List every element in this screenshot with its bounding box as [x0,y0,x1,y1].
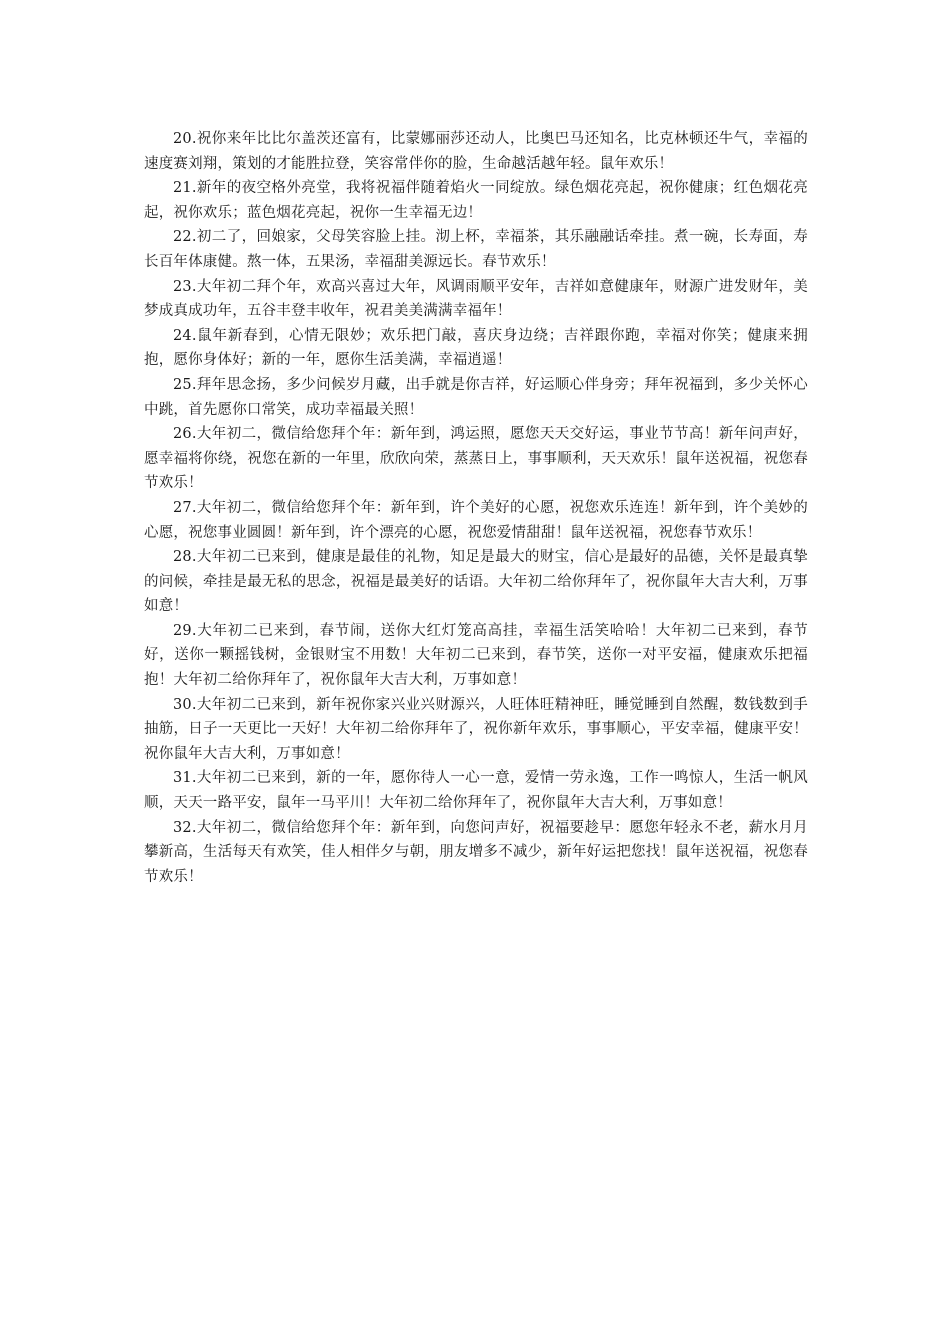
paragraph-27: 27.大年初二，微信给您拜个年：新年到，许个美好的心愿，祝您欢乐连连！新年到，许个美妙的心愿，祝您事业圆圆！新年到，许个漂亮的心愿，祝您爱情甜甜！鼠年送祝福，祝您春节欢乐！ [144,499,808,541]
paragraph-25: 25.拜年思念扬，多少问候岁月藏，出手就是你吉祥，好运顺心伴身旁；拜年祝福到，多少关怀心中跳，首先愿你口常笑，成功幸福最关照！ [144,376,808,418]
paragraph-22: 22.初二了，回娘家，父母笑容脸上挂。沏上杯，幸福茶，其乐融融话牵挂。煮一碗，长寿面，寿长百年体康健。熬一体，五果汤，幸福甜美源远长。春节欢乐！ [144,229,808,270]
paragraph-26: 26.大年初二，微信给您拜个年：新年到，鸿运照，愿您天天交好运，事业节节高！新年问声好，愿幸福将你绕，祝您在新的一年里，欣欣向荣，蒸蒸日上，事事顺利，天天欢乐！鼠年送祝福，祝您春节欢乐！ [144,426,808,492]
paragraph-28: 28.大年初二已来到，健康是最佳的礼物，知足是最大的财宝，信心是最好的品德，关怀是最真挚的问候，牵挂是最无私的思念，祝福是最美好的话语。大年初二给你拜年了，祝你鼠年大吉大利，万事如意！ [144,549,808,615]
paragraph-31: 31.大年初二已来到，新的一年，愿你待人一心一意，爱情一劳永逸，工作一鸣惊人，生活一帆风顺，天天一路平安，鼠年一马平川！大年初二给你拜年了，祝你鼠年大吉大利，万事如意！ [144,770,808,812]
document-body [144,127,808,889]
paragraph-32: 32.大年初二，微信给您拜个年：新年到，向您问声好，祝福要趁早：愿您年轻永不老，薪水月月攀新高，生活每天有欢笑，佳人相伴夕与朝，朋友增多不减少，新年好运把您找！鼠年送祝福，祝您春节欢乐！ [144,819,808,885]
paragraph-24: 24.鼠年新春到，心情无限妙；欢乐把门敲，喜庆身边绕；吉祥跟你跑，幸福对你笑；健康来拥抱，愿你身体好；新的一年，愿你生活美满，幸福逍遥！ [144,327,808,369]
paragraph-30: 30.大年初二已来到，新年祝你家兴业兴财源兴，人旺体旺精神旺，睡觉睡到自然醒，数钱数到手抽筋，日子一天更比一天好！大年初二给你拜年了，祝你新年欢乐，事事顺心，平安幸福，健康平安！祝你鼠年大吉大利，万事如意！ [144,696,808,762]
paragraph-23: 23.大年初二拜个年，欢高兴喜过大年，风调雨顺平安年，吉祥如意健康年，财源广进发财年，美梦成真成功年，五谷丰登丰收年，祝君美美满满幸福年！ [144,278,808,320]
paragraph-20: 20.祝你来年比比尔盖茨还富有，比蒙娜丽莎还动人，比奥巴马还知名，比克林顿还牛气，幸福的速度赛刘翔，策划的才能胜拉登，笑容常伴你的脸，生命越活越年轻。鼠年欢乐！ [144,131,808,172]
paragraph-29: 29.大年初二已来到，春节闹，送你大红灯笼高高挂，幸福生活笑哈哈！大年初二已来到，春节好，送你一颗摇钱树，金银财宝不用数！大年初二已来到，春节笑，送你一对平安福，健康欢乐把福抱！大年初二给你拜年了，祝你鼠年大吉大利，万事如意！ [144,622,808,689]
paragraph-21: 21.新年的夜空格外亮堂，我将祝福伴随着焰火一同绽放。绿色烟花亮起，祝你健康；红色烟花亮起，祝你欢乐；蓝色烟花亮起，祝你一生幸福无边！ [144,180,808,221]
